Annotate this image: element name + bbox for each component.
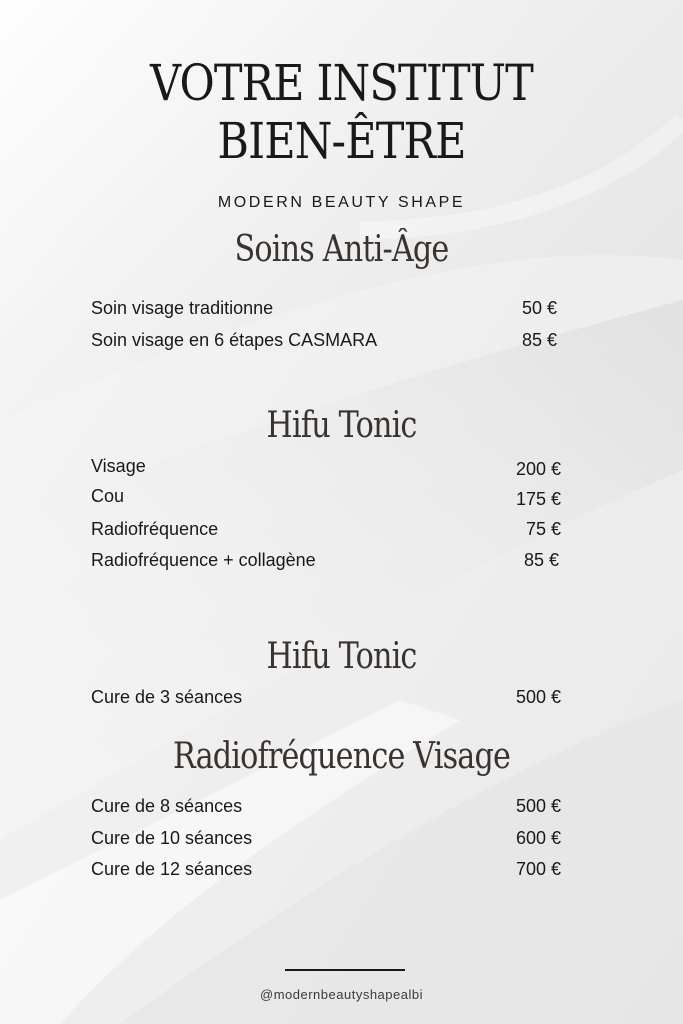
price-row [91,685,561,709]
service-price: 200 € [515,459,561,479]
service-name: Radiofréquence + collagène [91,550,316,570]
brand-subtitle: MODERN BEAUTY SHAPE [217,194,466,211]
service-price: 50 € [521,298,557,318]
price-row [91,454,561,478]
service-price: 600 € [515,828,561,848]
price-row [91,328,561,352]
service-price: 700 € [515,859,561,879]
price-row [91,548,561,572]
service-name: Cou [91,486,125,506]
service-name: Soin visage traditionne [91,298,274,318]
section-title-radiofrequence-visage: Radiofréquence Visage [172,736,511,777]
section-title-hifu-tonic-cure: Hifu Tonic [266,636,417,677]
section-title-soins-anti-age: Soins Anti-Âge [234,229,449,270]
service-name: Cure de 10 séances [91,828,253,848]
page-title-line-2: BIEN-ÊTRE [217,112,466,170]
service-price: 85 € [521,330,557,350]
price-row [91,857,561,881]
service-price: 500 € [515,687,561,707]
service-name: Soin visage en 6 étapes CASMARA [91,330,378,350]
service-price: 175 € [515,489,561,509]
price-row [91,484,561,508]
service-name: Radiofréquence [91,519,219,539]
service-name: Cure de 12 séances [91,859,253,879]
social-handle: @modernbeautyshapealbi [260,987,423,1002]
service-price: 500 € [515,796,561,816]
price-row [91,517,561,541]
service-name: Visage [91,456,146,476]
footer-divider [285,969,405,971]
service-price: 75 € [525,519,561,539]
section-title-hifu-tonic: Hifu Tonic [266,405,417,446]
service-price: 85 € [523,550,559,570]
price-row [91,826,561,850]
price-row [91,296,561,320]
service-name: Cure de 3 séances [91,687,243,707]
page-title-line-1: VOTRE INSTITUT [150,54,533,112]
service-name: Cure de 8 séances [91,796,243,816]
price-row [91,794,561,818]
